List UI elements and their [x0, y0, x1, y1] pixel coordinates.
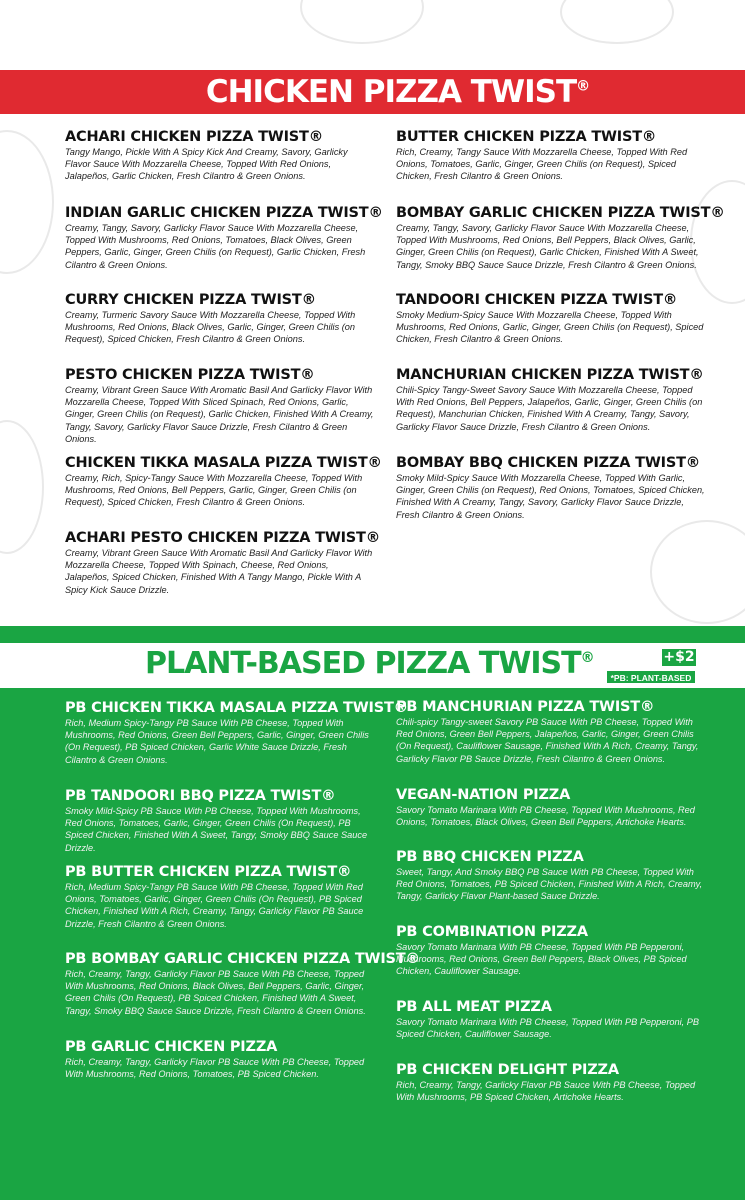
menu-item-name: BOMBAY GARLIC CHICKEN PIZZA TWIST®	[396, 205, 725, 221]
menu-item-description: Creamy, Rich, Spicy-Tangy Sauce With Mozzarella Cheese, Topped With Mushrooms, Red Onions, Bell Peppers, Garlic, Ginger, Green Chilis (on Request), Spiced Chicken, Fresh Cilantro & Green Onions.	[65, 473, 363, 508]
menu-item-name: PB CHICKEN TIKKA MASALA PIZZA TWIST®	[65, 700, 408, 716]
menu-item-name: VEGAN-NATION PIZZA	[396, 787, 571, 803]
menu-item-description: Rich, Creamy, Tangy, Garlicky Flavor PB Sauce With PB Cheese, Topped With Mushrooms, PB Spiced Chicken, Artichoke Hearts.	[396, 1080, 696, 1103]
menu-item-name: CHICKEN TIKKA MASALA PIZZA TWIST®	[65, 455, 382, 471]
menu-item-name: PB BBQ CHICKEN PIZZA	[396, 849, 584, 865]
menu-item	[396, 292, 706, 346]
menu-item	[396, 1062, 706, 1103]
menu-item	[396, 367, 706, 433]
menu-item-description: Rich, Creamy, Tangy, Garlicky Flavor PB Sauce With PB Cheese, Topped With Mushrooms, Red Onions, Black Olives, Bell Peppers, Garlic, Ginger, Green Chilis (On Request), PB Spiced Chicken, Finished With A Sweet, Tangy, Smoky BBQ Sauce Sauce Drizzle, Fresh Cilantro & Green Onions.	[65, 969, 366, 1016]
menu-item	[396, 924, 706, 978]
menu-item	[65, 367, 375, 445]
menu-item-description: Savory Tomato Marinara With PB Cheese, Topped With PB Pepperoni, Mushrooms, Red Onions, Green Bell Peppers, Black Olives, PB Spiced Chicken, Cauliflower Sausage.	[396, 942, 687, 977]
menu-item-description: Smoky Mild-Spicy Sauce With Mozzarella Cheese, Topped With Garlic, Ginger, Green Chilis (on Request), Red Onions, Tomatoes, Spiced Chicken, Finished With A Creamy, Tangy, Savory, Garlicky Flavor Sauce Drizzle, Fresh Cilantro & Green Onions.	[396, 473, 705, 520]
menu-item-name: INDIAN GARLIC CHICKEN PIZZA TWIST®	[65, 205, 383, 221]
background-doodle	[0, 130, 54, 274]
menu-item-name: CURRY CHICKEN PIZZA TWIST®	[65, 292, 316, 308]
menu-item-name: PB GARLIC CHICKEN PIZZA	[65, 1039, 278, 1055]
pb-abbreviation-note: *PB: PLANT-BASED	[606, 670, 696, 684]
menu-item	[396, 129, 706, 183]
menu-item	[65, 951, 420, 1017]
menu-item	[65, 788, 375, 854]
menu-item-description: Chili-Spicy Tangy-Sweet Savory Sauce With Mozzarella Cheese, Topped With Red Onions, Bell Peppers, Jalapeños, Garlic, Ginger, Green Chilis (on Request), Manchurian Chicken, Finished With A Creamy, Tangy, Savory, Garlicky Flavor Sauce Drizzle, Fresh Cilantro & Green Onions.	[396, 385, 703, 432]
menu-item-description: Tangy Mango, Pickle With A Spicy Kick And Creamy, Savory, Garlicky Flavor Sauce With Mozzarella Cheese, Topped With Red Onions, Jalapeños, Garlic Chicken, Fresh Cilantro & Green Onions.	[65, 147, 348, 182]
chicken-section-header	[0, 70, 745, 114]
menu-item-description: Creamy, Turmeric Savory Sauce With Mozzarella Cheese, Topped With Mushrooms, Red Onions, Black Olives, Garlic, Ginger, Green Chilis (on Request), Spiced Chicken, Fresh Cilantro & Green Onions.	[65, 310, 356, 345]
menu-item	[65, 700, 408, 766]
menu-item	[65, 530, 381, 596]
menu-item-name: ACHARI CHICKEN PIZZA TWIST®	[65, 129, 324, 145]
menu-item	[396, 205, 725, 271]
menu-item	[65, 455, 382, 509]
menu-item	[65, 129, 375, 183]
menu-item	[65, 292, 375, 346]
menu-item-name: BOMBAY BBQ CHICKEN PIZZA TWIST®	[396, 455, 701, 471]
menu-item-description: Creamy, Vibrant Green Sauce With Aromatic Basil And Garlicky Flavor With Mozzarella Cheese, Topped With Sliced Spinach, Red Onions, Garlic, Ginger, Green Chilis (on Request), Garlic Chicken, Finished With A Creamy, Tangy, Savory, Garlicky Flavor Sauce Drizzle, Fresh Cilantro & Green Onions.	[65, 385, 374, 444]
menu-item-name: PB BOMBAY GARLIC CHICKEN PIZZA TWIST®	[65, 951, 420, 967]
menu-item-description: Savory Tomato Marinara With PB Cheese, Topped With PB Pepperoni, PB Spiced Chicken, Cauliflower Sausage.	[396, 1017, 700, 1040]
menu-item	[396, 849, 706, 903]
menu-item-description: Creamy, Vibrant Green Sauce With Aromatic Basil And Garlicky Flavor With Mozzarella Cheese, Topped With Spinach, Cheese, Red Onions, Jalapeños, Spiced Chicken, Finished With A Tangy Mango, Pickle With A Spicy Kick Sauce Drizzle.	[65, 548, 373, 595]
menu-item	[65, 864, 375, 930]
menu-item-description: Creamy, Tangy, Savory, Garlicky Flavor Sauce With Mozzarella Cheese, Topped With Mushrooms, Red Onions, Bell Peppers, Black Olives, Garlic, Ginger, Green Chilis (on Request), Garlic Chicken, Finished With A Sweet, Tangy, Smoky BBQ Sauce Sauce Drizzle, Fresh Cilantro & Green Onions.	[396, 223, 699, 270]
background-doodle	[300, 0, 424, 44]
menu-item-name: PB COMBINATION PIZZA	[396, 924, 588, 940]
menu-item-name: MANCHURIAN CHICKEN PIZZA TWIST®	[396, 367, 704, 383]
menu-item-name: PB TANDOORI BBQ PIZZA TWIST®	[65, 788, 336, 804]
plant-section-title: PLANT-BASED PIZZA TWIST®	[145, 646, 594, 681]
menu-item-description: Rich, Creamy, Tangy, Garlicky Flavor PB Sauce With PB Cheese, Topped With Mushrooms, Red Onions, Tomatoes, PB Spiced Chicken.	[65, 1057, 365, 1080]
chicken-section-title: CHICKEN PIZZA TWIST®	[205, 74, 590, 110]
menu-item-description: Sweet, Tangy, And Smoky BBQ PB Sauce With PB Cheese, Topped With Red Onions, Tomatoes, PB Spiced Chicken, Finished With A Rich, Creamy, Tangy, Garlicky Flavor Plant-based Sauce Drizzle.	[396, 867, 703, 902]
menu-item-description: Creamy, Tangy, Savory, Garlicky Flavor Sauce With Mozzarella Cheese, Topped With Mushrooms, Red Onions, Tomatoes, Black Olives, Green Peppers, Garlic, Ginger, Green Chilis (on Request), Garlic Chicken, Fresh Cilantro & Green Onions.	[65, 223, 366, 270]
menu-item-description: Savory Tomato Marinara With PB Cheese, Topped With Mushrooms, Red Onions, Tomatoes, Black Olives, Green Bell Peppers, Artichoke Hearts.	[396, 805, 695, 828]
menu-item-name: ACHARI PESTO CHICKEN PIZZA TWIST®	[65, 530, 381, 546]
menu-item-description: Rich, Medium Spicy-Tangy PB Sauce With PB Cheese, Topped With Red Onions, Tomatoes, Garlic, Ginger, Green Chilis (On Request), PB Spiced Chicken, Finished With A Rich, Creamy, Tangy, Garlicky Flavor PB Sauce Drizzle, Fresh Cilantro & Green Onions.	[65, 882, 364, 929]
menu-item-name: PB BUTTER CHICKEN PIZZA TWIST®	[65, 864, 352, 880]
price-upcharge-badge: +$2	[663, 649, 695, 665]
menu-item-name: PB MANCHURIAN PIZZA TWIST®	[396, 699, 655, 715]
menu-item	[65, 205, 383, 271]
menu-item-description: Smoky Mild-Spicy PB Sauce With PB Cheese, Topped With Mushrooms, Red Onions, Tomatoes, Garlic, Ginger, Green Chilis (On Request), PB Spiced Chicken, Finished With A Sweet, Tangy, Smoky BBQ Sauce Sauce Drizzle.	[65, 806, 368, 853]
menu-item	[396, 787, 706, 828]
menu-item-name: PB CHICKEN DELIGHT PIZZA	[396, 1062, 619, 1078]
menu-item-description: Chili-spicy Tangy-sweet Savory PB Sauce With PB Cheese, Topped With Red Onions, Green Bell Peppers, Jalapeños, Garlic, Ginger, Green Chilis (On Request), Cauliflower Sausage, Finished With A Rich, Creamy, Tangy, Garlicky Flavor PB Sauce Drizzle, Fresh Cilantro & Green Onions.	[396, 717, 699, 764]
menu-item-description: Rich, Creamy, Tangy Sauce With Mozzarella Cheese, Topped With Red Onions, Tomatoes, Garlic, Ginger, Green Chilis (on Request), Spiced Chicken, Fresh Cilantro & Green Onions.	[396, 147, 688, 182]
menu-item	[65, 1039, 375, 1080]
menu-item	[396, 455, 706, 521]
menu-item	[396, 699, 706, 765]
section-divider-strip	[0, 626, 745, 643]
menu-item-name: BUTTER CHICKEN PIZZA TWIST®	[396, 129, 657, 145]
plant-section-body	[0, 688, 745, 1200]
menu-item-name: PESTO CHICKEN PIZZA TWIST®	[65, 367, 315, 383]
background-doodle	[650, 520, 745, 624]
menu-item-description: Smoky Medium-Spicy Sauce With Mozzarella Cheese, Topped With Mushrooms, Red Onions, Garlic, Ginger, Green Chilis (on Request), Spiced Chicken, Fresh Cilantro & Green Onions.	[396, 310, 704, 345]
menu-item	[396, 999, 706, 1040]
background-doodle	[560, 0, 674, 44]
background-doodle	[0, 420, 44, 554]
menu-item-description: Rich, Medium Spicy-Tangy PB Sauce With PB Cheese, Topped With Mushrooms, Red Onions, Green Bell Peppers, Garlic, Ginger, Green Chilis (On Request), PB Spiced Chicken, Garlic White Sauce Drizzle, Fresh Cilantro & Green Onions.	[65, 718, 369, 765]
menu-item-name: TANDOORI CHICKEN PIZZA TWIST®	[396, 292, 678, 308]
menu-item-name: PB ALL MEAT PIZZA	[396, 999, 552, 1015]
